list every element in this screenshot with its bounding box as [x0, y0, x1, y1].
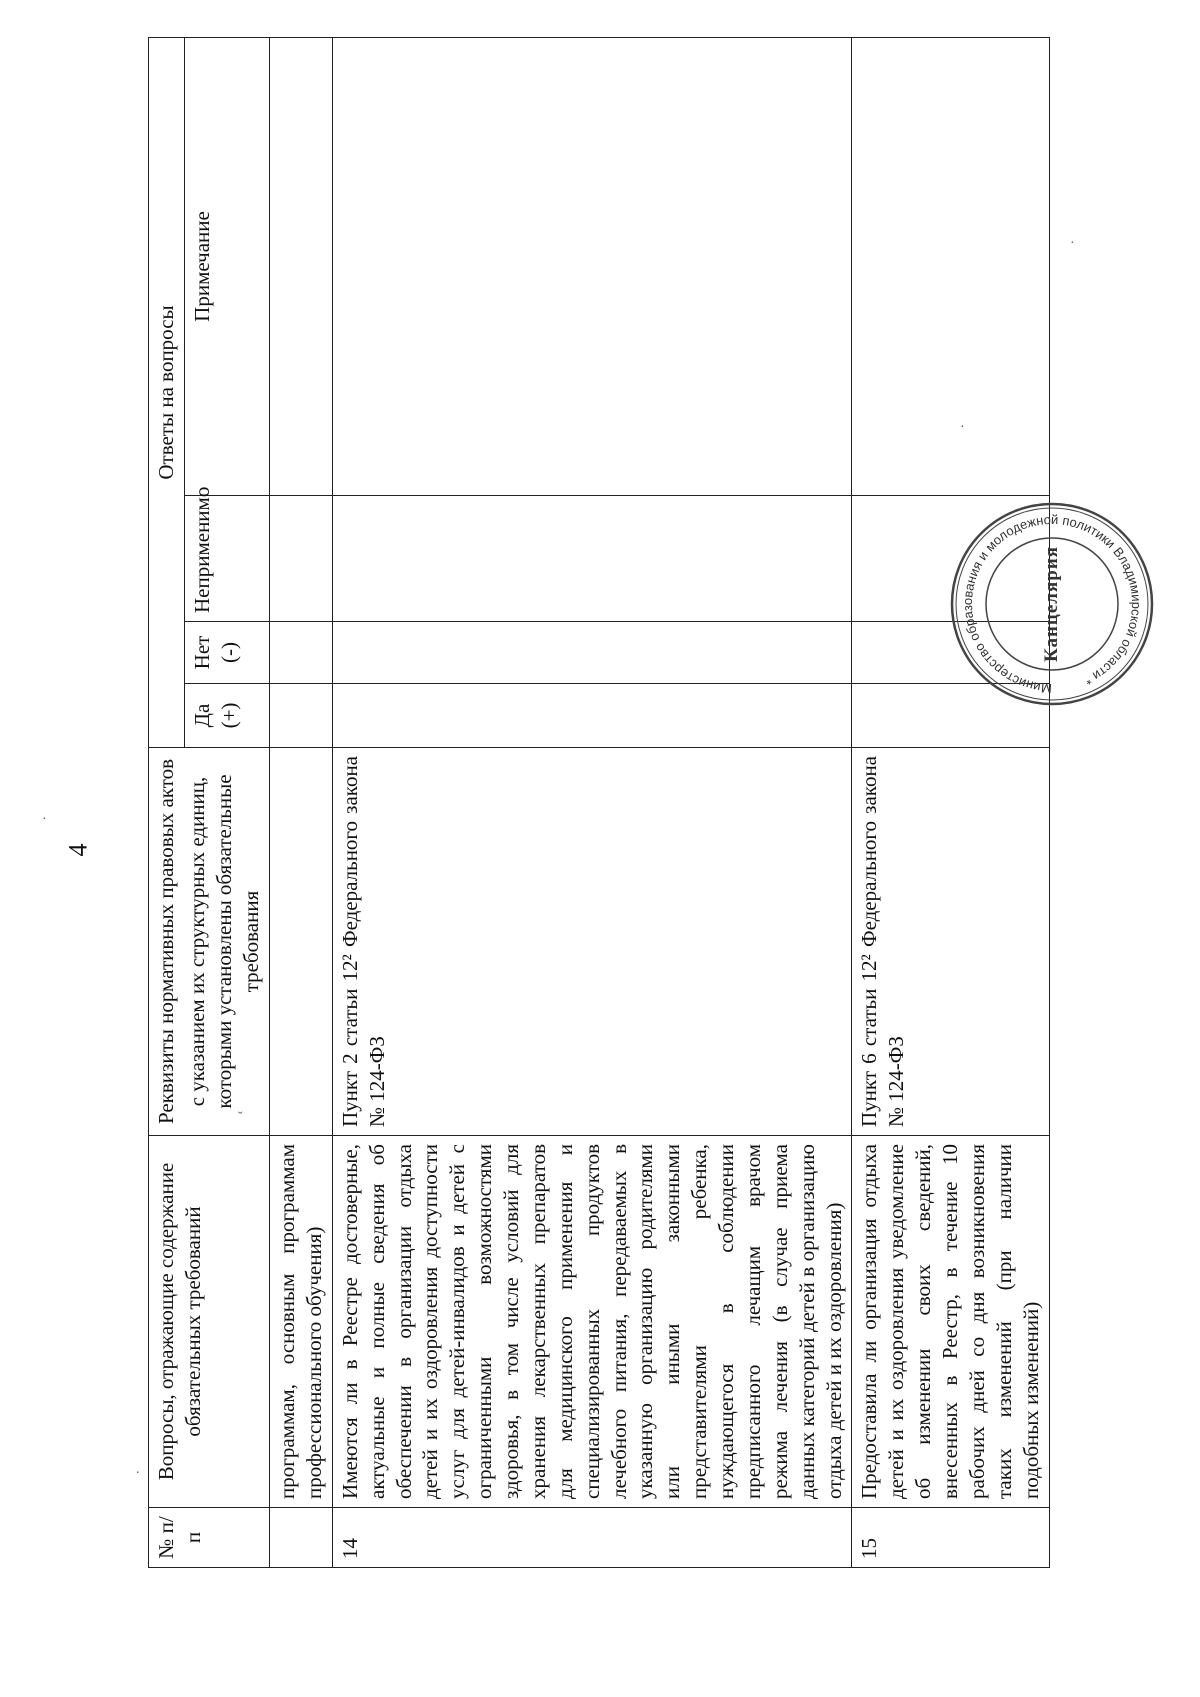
- header-question: Вопросы, отражающие содержание обязательных требований: [149, 1136, 270, 1508]
- row-question: Предоставила ли организация отдыха детей и их оздоровления уведомление об изменении своих сведений, внесенных в Реестр, в течение 10 рабочих дней со дня возникновения таких изменений (при наличии подобных изменений): [852, 1136, 1049, 1508]
- header-requisites-sub: с указанием их структурных единиц, которыми установлены обязательные требования: [184, 748, 269, 1136]
- checklist-rotated-container: [148, 38, 1043, 1568]
- checklist-table: [148, 37, 1050, 1568]
- header-not-applicable: Неприменимо: [184, 496, 269, 622]
- scan-speck: .: [136, 1462, 140, 1477]
- row-question: Имеются ли в Реестре достоверные, актуальные и полные сведения об обеспечении в организации отдыха детей и их оздоровления доступности услуг для детей-инвалидов и детей с ограниченными возможностями здоровья, в том числе условий для хранения лекарственных препаратов для медицинского применения и специализированных продуктов лечебного питания, передаваемых в указанную организацию родителями или иными законными представителями ребенка, нуждающегося в соблюдении предписанного лечащим врачом режима лечения (в случае приема данных категорий детей в организацию отдыха детей и их оздоровления): [332, 1136, 852, 1508]
- scan-speck: ·: [42, 812, 47, 827]
- header-note: Примечание: [184, 37, 269, 495]
- note-cell[interactable]: [852, 37, 1049, 495]
- scan-speck: ·: [960, 420, 965, 435]
- row-num: 15: [852, 1508, 1049, 1568]
- answer-no-cell[interactable]: [270, 622, 333, 684]
- note-cell[interactable]: [270, 37, 333, 495]
- scan-speck: ·: [1070, 236, 1075, 251]
- table-row: [270, 37, 333, 1567]
- answer-na-cell[interactable]: [270, 496, 333, 622]
- note-cell[interactable]: [332, 37, 852, 495]
- stamp-ring-text: Министерство образования и молодежной политики Владимирской области *: [959, 511, 1145, 697]
- answer-na-cell[interactable]: [332, 496, 852, 622]
- row-requisites: Пункт 6 статьи 12² Федерального закона № 124-ФЗ: [852, 748, 1049, 1136]
- header-answers: Ответы на вопросы: [149, 37, 185, 747]
- header-requisites: Реквизиты нормативных правовых актов: [149, 748, 185, 1136]
- row-num: [270, 1508, 333, 1568]
- header-row-1: [149, 37, 185, 1567]
- row-question: программам, основным программам профессионального обучения): [270, 1136, 333, 1508]
- table-row: [332, 37, 852, 1567]
- table-row: [852, 37, 1049, 1567]
- header-num: № п/п: [149, 1508, 270, 1568]
- page-number: 4: [63, 843, 93, 857]
- row-requisites: Пункт 2 статьи 12² Федерального закона № 124-ФЗ: [332, 748, 852, 1136]
- answer-yes-cell[interactable]: [332, 684, 852, 748]
- scan-speck: ˘: [238, 1110, 243, 1125]
- row-num: 14: [332, 1508, 852, 1568]
- header-no: Нет (-): [184, 622, 269, 684]
- answer-yes-cell[interactable]: [270, 684, 333, 748]
- row-requisites: [270, 748, 333, 1136]
- answer-no-cell[interactable]: [332, 622, 852, 684]
- stamp-center-text: Канцелярия: [1041, 545, 1062, 663]
- office-stamp: [948, 500, 1156, 708]
- header-yes: Да (+): [184, 684, 269, 748]
